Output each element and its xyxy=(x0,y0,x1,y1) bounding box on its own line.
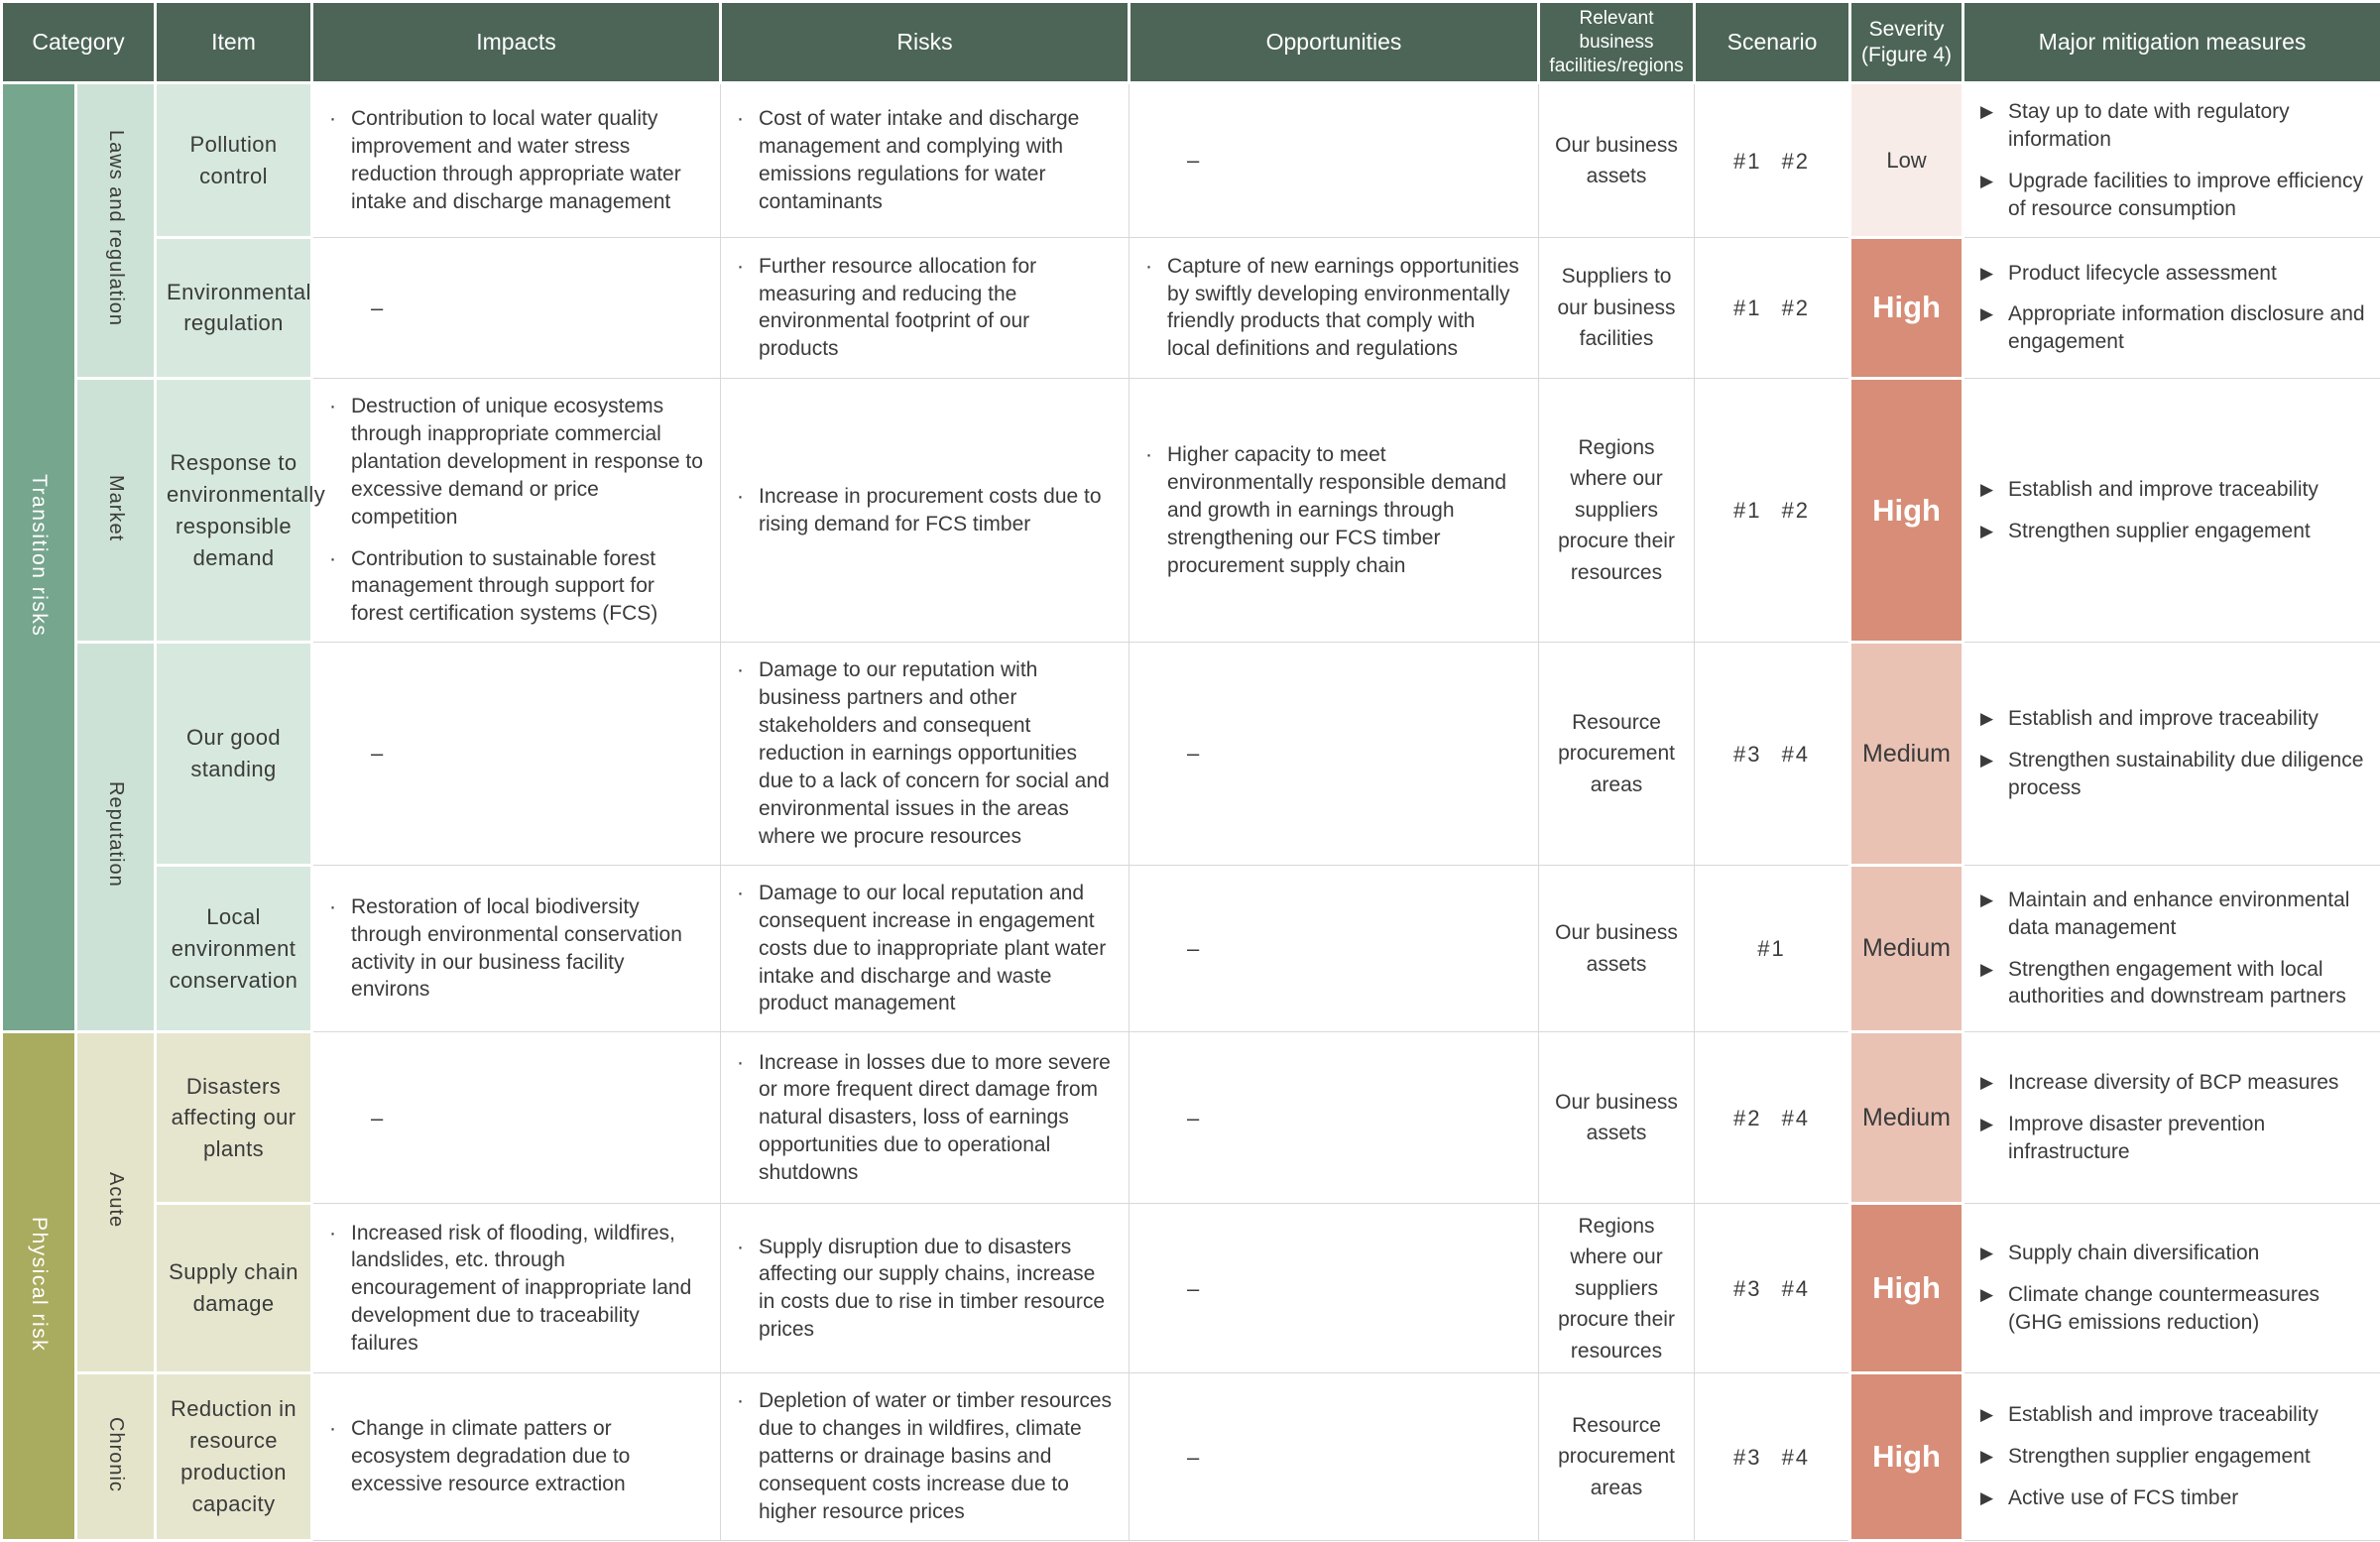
cell-item: Local environment conservation xyxy=(156,865,312,1032)
list-item xyxy=(1980,1069,2365,1097)
col-header-relevant-facilities: Relevant business facilities/regions xyxy=(1539,2,1695,83)
cell-scenario: #1 #2 xyxy=(1695,237,1850,378)
arrow-icon: ▶ xyxy=(1980,300,2008,326)
list-item xyxy=(1980,1443,2365,1471)
severity-badge: Low xyxy=(1850,83,1964,238)
list-item xyxy=(737,880,1113,1018)
cell-impacts: – xyxy=(312,237,721,378)
cell-relevant-facilities: Our business assets xyxy=(1539,865,1695,1032)
cell-opportunities: – xyxy=(1130,1373,1539,1541)
arrow-icon: ▶ xyxy=(1980,260,2008,286)
cell-impacts: – xyxy=(312,1032,721,1204)
col-header-category: Category xyxy=(2,2,156,83)
arrow-icon: ▶ xyxy=(1980,168,2008,193)
cell-risks xyxy=(721,83,1130,238)
arrow-icon: ▶ xyxy=(1980,98,2008,124)
list-item xyxy=(737,1049,1113,1188)
arrow-icon: ▶ xyxy=(1980,518,2008,543)
list-item xyxy=(1980,887,2365,942)
cell-risks xyxy=(721,1032,1130,1204)
cell-scenario: #3 #4 xyxy=(1695,1373,1850,1541)
cell-risks xyxy=(721,1373,1130,1541)
col-header-severity xyxy=(1850,2,1964,83)
cell-scenario: #1 #2 xyxy=(1695,83,1850,238)
cell-relevant-facilities: Our business assets xyxy=(1539,83,1695,238)
list-item xyxy=(1980,476,2365,504)
list-item xyxy=(1980,1401,2365,1429)
arrow-icon: ▶ xyxy=(1980,956,2008,982)
severity-badge: High xyxy=(1850,1373,1964,1541)
list-item xyxy=(1980,260,2365,288)
cell-mitigation xyxy=(1964,1373,2380,1541)
arrow-icon: ▶ xyxy=(1980,476,2008,502)
cell-mitigation xyxy=(1964,237,2380,378)
cell-risks xyxy=(721,237,1130,378)
list-item xyxy=(737,1387,1113,1526)
col-header-risks: Risks xyxy=(721,2,1130,83)
list-item-text: Damage to our local reputation and consequent increase in engagement costs due to inappropriate plant water intake and discharge and waste product management xyxy=(759,880,1113,1018)
severity-badge: High xyxy=(1850,378,1964,642)
subcategory-label: Market xyxy=(104,475,127,541)
list-item xyxy=(737,253,1113,364)
table-row xyxy=(2,1204,2380,1373)
bullet-icon: · xyxy=(1145,441,1167,469)
arrow-icon: ▶ xyxy=(1980,1069,2008,1095)
subcategory-reputation xyxy=(76,643,156,1032)
list-item-text: Restoration of local biodiversity through environmental conservation activity in our business facility environs xyxy=(351,893,704,1005)
cell-risks xyxy=(721,378,1130,642)
list-item xyxy=(1980,956,2365,1011)
bullet-icon: · xyxy=(329,1220,351,1247)
list-item-text: Higher capacity to meet environmentally responsible demand and growth in earnings through strengthening our FCS timber procurement supply chain xyxy=(1167,441,1522,580)
list-item xyxy=(1145,253,1522,364)
subcategory-market xyxy=(76,378,156,642)
list-item-text: Destruction of unique ecosystems through inappropriate commercial plantation development in response to excessive demand or price competition xyxy=(351,393,704,532)
subcategory-acute xyxy=(76,1032,156,1373)
list-item-text: Active use of FCS timber xyxy=(2008,1484,2365,1512)
cell-risks xyxy=(721,865,1130,1032)
subcategory-label: Acute xyxy=(104,1172,127,1228)
cell-opportunities xyxy=(1130,237,1539,378)
category-physical-risk xyxy=(2,1032,76,1541)
bullet-icon: · xyxy=(737,1049,759,1077)
arrow-icon: ▶ xyxy=(1980,1401,2008,1427)
cell-relevant-facilities: Resource procurement areas xyxy=(1539,643,1695,865)
cell-relevant-facilities: Suppliers to our business facilities xyxy=(1539,237,1695,378)
cell-scenario: #2 #4 xyxy=(1695,1032,1850,1204)
table-row xyxy=(2,1032,2380,1204)
arrow-icon: ▶ xyxy=(1980,705,2008,731)
list-item-text: Increase diversity of BCP measures xyxy=(2008,1069,2365,1097)
cell-impacts xyxy=(312,83,721,238)
bullet-icon: · xyxy=(737,656,759,684)
arrow-icon: ▶ xyxy=(1980,1443,2008,1469)
cell-opportunities: – xyxy=(1130,1032,1539,1204)
list-item-text: Capture of new earnings opportunities by swiftly developing environmentally friendly products that comply with local definitions and regulations xyxy=(1167,253,1522,364)
bullet-icon: · xyxy=(329,545,351,573)
list-item xyxy=(1980,518,2365,545)
col-header-impacts: Impacts xyxy=(312,2,721,83)
cell-relevant-facilities: Resource procurement areas xyxy=(1539,1373,1695,1541)
arrow-icon: ▶ xyxy=(1980,887,2008,912)
cell-opportunities: – xyxy=(1130,643,1539,865)
list-item xyxy=(329,105,704,216)
category-transition-risks xyxy=(2,83,76,1032)
cell-scenario: #3 #4 xyxy=(1695,1204,1850,1373)
list-item xyxy=(1145,441,1522,580)
cell-opportunities xyxy=(1130,378,1539,642)
list-item-text: Increase in procurement costs due to rising demand for FCS timber xyxy=(759,483,1113,538)
list-item-text: Change in climate patters or ecosystem degradation due to excessive resource extraction xyxy=(351,1415,704,1498)
cell-item: Response to environmentally responsible demand xyxy=(156,378,312,642)
list-item-text: Climate change countermeasures (GHG emissions reduction) xyxy=(2008,1281,2365,1337)
list-item-text: Contribution to sustainable forest management through support for forest certification systems (FCS) xyxy=(351,545,704,629)
cell-mitigation xyxy=(1964,83,2380,238)
list-item-text: Strengthen engagement with local authorities and downstream partners xyxy=(2008,956,2365,1011)
severity-header-line1: Severity xyxy=(1869,18,1945,41)
bullet-icon: · xyxy=(737,1234,759,1261)
cell-mitigation xyxy=(1964,643,2380,865)
list-item xyxy=(1980,98,2365,154)
list-item xyxy=(737,105,1113,216)
bullet-icon: · xyxy=(737,483,759,511)
list-item xyxy=(1980,168,2365,223)
subcategory-label: Chronic xyxy=(104,1417,127,1492)
subcategory-laws-and-regulation xyxy=(76,83,156,379)
cell-mitigation xyxy=(1964,378,2380,642)
bullet-icon: · xyxy=(737,1387,759,1415)
list-item xyxy=(737,483,1113,538)
list-item xyxy=(1980,1281,2365,1337)
list-item-text: Cost of water intake and discharge management and complying with emissions regulations for water contaminants xyxy=(759,105,1113,216)
list-item xyxy=(329,1415,704,1498)
category-label: Physical risk xyxy=(27,1217,51,1352)
list-item xyxy=(1980,705,2365,733)
arrow-icon: ▶ xyxy=(1980,747,2008,772)
col-header-mitigation: Major mitigation measures xyxy=(1964,2,2380,83)
cell-opportunities: – xyxy=(1130,1204,1539,1373)
list-item-text: Supply disruption due to disasters affecting our supply chains, increase in costs due to rise in timber resource prices xyxy=(759,1234,1113,1345)
list-item-text: Increase in losses due to more severe or more frequent direct damage from natural disasters, loss of earnings opportunities due to operational shutdowns xyxy=(759,1049,1113,1188)
cell-mitigation xyxy=(1964,1204,2380,1373)
cell-impacts xyxy=(312,1373,721,1541)
cell-item: Supply chain damage xyxy=(156,1204,312,1373)
list-item xyxy=(329,545,704,629)
table-row xyxy=(2,643,2380,865)
subcategory-chronic xyxy=(76,1373,156,1541)
arrow-icon: ▶ xyxy=(1980,1240,2008,1265)
table-row xyxy=(2,378,2380,642)
severity-badge: High xyxy=(1850,1204,1964,1373)
arrow-icon: ▶ xyxy=(1980,1484,2008,1510)
cell-impacts xyxy=(312,865,721,1032)
list-item-text: Further resource allocation for measuring and reducing the environmental footprint of our products xyxy=(759,253,1113,364)
severity-badge: Medium xyxy=(1850,643,1964,865)
table-row xyxy=(2,865,2380,1032)
list-item xyxy=(1980,300,2365,356)
cell-risks xyxy=(721,643,1130,865)
cell-item: Reduction in resource production capacity xyxy=(156,1373,312,1541)
severity-badge: High xyxy=(1850,237,1964,378)
list-item-text: Establish and improve traceability xyxy=(2008,705,2365,733)
subcategory-label: Laws and regulation xyxy=(104,130,127,326)
cell-opportunities: – xyxy=(1130,865,1539,1032)
list-item-text: Establish and improve traceability xyxy=(2008,476,2365,504)
list-item xyxy=(329,1220,704,1359)
cell-risks xyxy=(721,1204,1130,1373)
bullet-icon: · xyxy=(737,105,759,133)
cell-impacts: – xyxy=(312,643,721,865)
cell-opportunities: – xyxy=(1130,83,1539,238)
list-item xyxy=(1980,747,2365,802)
severity-header-line2: (Figure 4) xyxy=(1861,44,1952,66)
bullet-icon: · xyxy=(329,105,351,133)
cell-mitigation xyxy=(1964,865,2380,1032)
cell-item: Pollution control xyxy=(156,83,312,238)
list-item-text: Improve disaster prevention infrastructure xyxy=(2008,1111,2365,1166)
table-row xyxy=(2,237,2380,378)
bullet-icon: · xyxy=(1145,253,1167,281)
list-item-text: Depletion of water or timber resources due to changes in wildfires, climate patterns or drainage basins and consequent costs increase due to higher resource prices xyxy=(759,1387,1113,1526)
table-row xyxy=(2,1373,2380,1541)
list-item-text: Maintain and enhance environmental data management xyxy=(2008,887,2365,942)
cell-relevant-facilities: Our business assets xyxy=(1539,1032,1695,1204)
cell-impacts xyxy=(312,1204,721,1373)
list-item-text: Upgrade facilities to improve efficiency of resource consumption xyxy=(2008,168,2365,223)
list-item xyxy=(1980,1111,2365,1166)
list-item-text: Stay up to date with regulatory information xyxy=(2008,98,2365,154)
list-item-text: Product lifecycle assessment xyxy=(2008,260,2365,288)
list-item xyxy=(329,393,704,532)
list-item-text: Supply chain diversification xyxy=(2008,1240,2365,1267)
category-label: Transition risks xyxy=(27,474,51,637)
list-item-text: Strengthen sustainability due diligence process xyxy=(2008,747,2365,802)
list-item-text: Strengthen supplier engagement xyxy=(2008,518,2365,545)
cell-item: Disasters affecting our plants xyxy=(156,1032,312,1204)
bullet-icon: · xyxy=(737,880,759,907)
cell-item: Environmental regulation xyxy=(156,237,312,378)
cell-item: Our good standing xyxy=(156,643,312,865)
list-item-text: Appropriate information disclosure and engagement xyxy=(2008,300,2365,356)
bullet-icon: · xyxy=(329,893,351,921)
table-row xyxy=(2,83,2380,238)
col-header-item: Item xyxy=(156,2,312,83)
bullet-icon: · xyxy=(329,1415,351,1443)
list-item xyxy=(1980,1240,2365,1267)
list-item-text: Increased risk of flooding, wildfires, landslides, etc. through encouragement of inappropriate land development due to traceability failures xyxy=(351,1220,704,1359)
list-item-text: Establish and improve traceability xyxy=(2008,1401,2365,1429)
cell-scenario: #1 #2 xyxy=(1695,378,1850,642)
list-item xyxy=(329,893,704,1005)
severity-badge: Medium xyxy=(1850,865,1964,1032)
severity-badge: Medium xyxy=(1850,1032,1964,1204)
list-item xyxy=(737,656,1113,850)
list-item-text: Strengthen supplier engagement xyxy=(2008,1443,2365,1471)
list-item-text: Contribution to local water quality improvement and water stress reduction through appropriate water intake and discharge management xyxy=(351,105,704,216)
cell-impacts xyxy=(312,378,721,642)
cell-relevant-facilities: Regions where our suppliers procure their resources xyxy=(1539,1204,1695,1373)
list-item xyxy=(1980,1484,2365,1512)
bullet-icon: · xyxy=(329,393,351,420)
col-header-opportunities: Opportunities xyxy=(1130,2,1539,83)
cell-scenario: #1 xyxy=(1695,865,1850,1032)
cell-mitigation xyxy=(1964,1032,2380,1204)
col-header-scenario: Scenario xyxy=(1695,2,1850,83)
cell-scenario: #3 #4 xyxy=(1695,643,1850,865)
cell-relevant-facilities: Regions where our suppliers procure their resources xyxy=(1539,378,1695,642)
header-row xyxy=(2,2,2380,83)
arrow-icon: ▶ xyxy=(1980,1281,2008,1307)
arrow-icon: ▶ xyxy=(1980,1111,2008,1136)
subcategory-label: Reputation xyxy=(104,781,127,888)
list-item xyxy=(737,1234,1113,1345)
list-item-text: Damage to our reputation with business partners and other stakeholders and consequent reduction in earnings opportunities due to a lack of concern for social and environmental issues in the areas where we procure resources xyxy=(759,656,1113,850)
bullet-icon: · xyxy=(737,253,759,281)
